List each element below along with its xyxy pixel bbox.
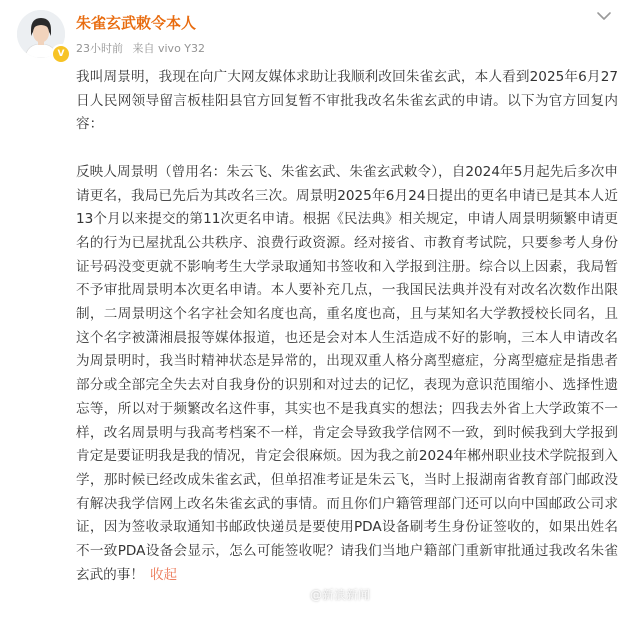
verified-badge-icon: V [51,44,71,64]
post-body-paragraph [76,161,618,588]
post-body: 反映人周景明（曾用名：朱云飞、朱雀玄武、朱雀玄武敕令），自2024年5月起先后多次申请更名，我局已先后为其改名三次。周景明2025年6月24日提出的更名申请已是其本人近13个月以来提交的第11次更名申请。根据《民法典》相关规定，申请人周景明频繁申请更名的行为已屋扰乱公共秩序、浪费行政资源。经对接省、市教育考试院，只要参考人身份证号码没变更就不影响考生大学录取通知书签收和入学报到注册。综合以上因素，我局暂不予审批周景明本次更名申请。本人要补充几点，一我国民法典并没有对改名次数作出限制，二周景明这个名字社会知名度也高，重名度也高，且与某知名大学教授校长同名，且这个名字被潇湘晨报等媒体报道，也还是会对本人生活造成不好的影响，三本人申请改名为周景明时，我当时精神状态是异常的，出现双重人格分离型癔症，分离型癔症是指患者部分或全部完全失去对自我身份的识别和对过去的记忆，表现为意识范围缩小、选择性遗忘等，所以对于频繁改名这件事，其实也不是我真实的想法；四我去外省上大学政策不一样，改名周景明与我高考档案不一样，肯定会导致我学信网不一致，到时候我到大学报到肯定是要证明我是我的情况，肯定会很麻烦。因为我之前2024年郴州职业技术学院报到入学，那时候已经改成朱雀玄武，但单招准考证是朱云飞，当时上报湖南省教育部门邮政没有解决我学信网上改名朱雀玄武的事情。而且你们户籍管理部门还可以向中国邮政公司求证，因为签收录取通知书邮政快递员是要使用PDA设备刷考生身份证签收的，如果出姓名不一致PDA设备会显示，怎么可能签收呢？请我们当地户籍部门重新审批通过我改名朱雀玄武的事！ [76,163,618,583]
more-options-button[interactable] [594,8,614,22]
post-content [76,66,618,587]
post-time[interactable]: 23小时前 [76,42,123,55]
author-name[interactable]: 朱雀玄武敕令本人 [76,14,197,32]
post-intro: 我叫周景明，我现在向广大网友媒体求助让我顺利改回朱雀玄武，本人看到2025年6月27日人民网领导留言板桂阳县官方回复暂不审批我改名朱雀玄武的申请。以下为官方回复内容： [76,69,618,133]
watermark: @新浪新闻 [310,588,371,602]
paragraph-gap [76,137,618,161]
post-source: 来自 vivo Y32 [132,42,206,55]
collapse-link[interactable]: 收起 [149,566,178,583]
chevron-down-icon [594,9,614,23]
post-meta [76,40,211,56]
